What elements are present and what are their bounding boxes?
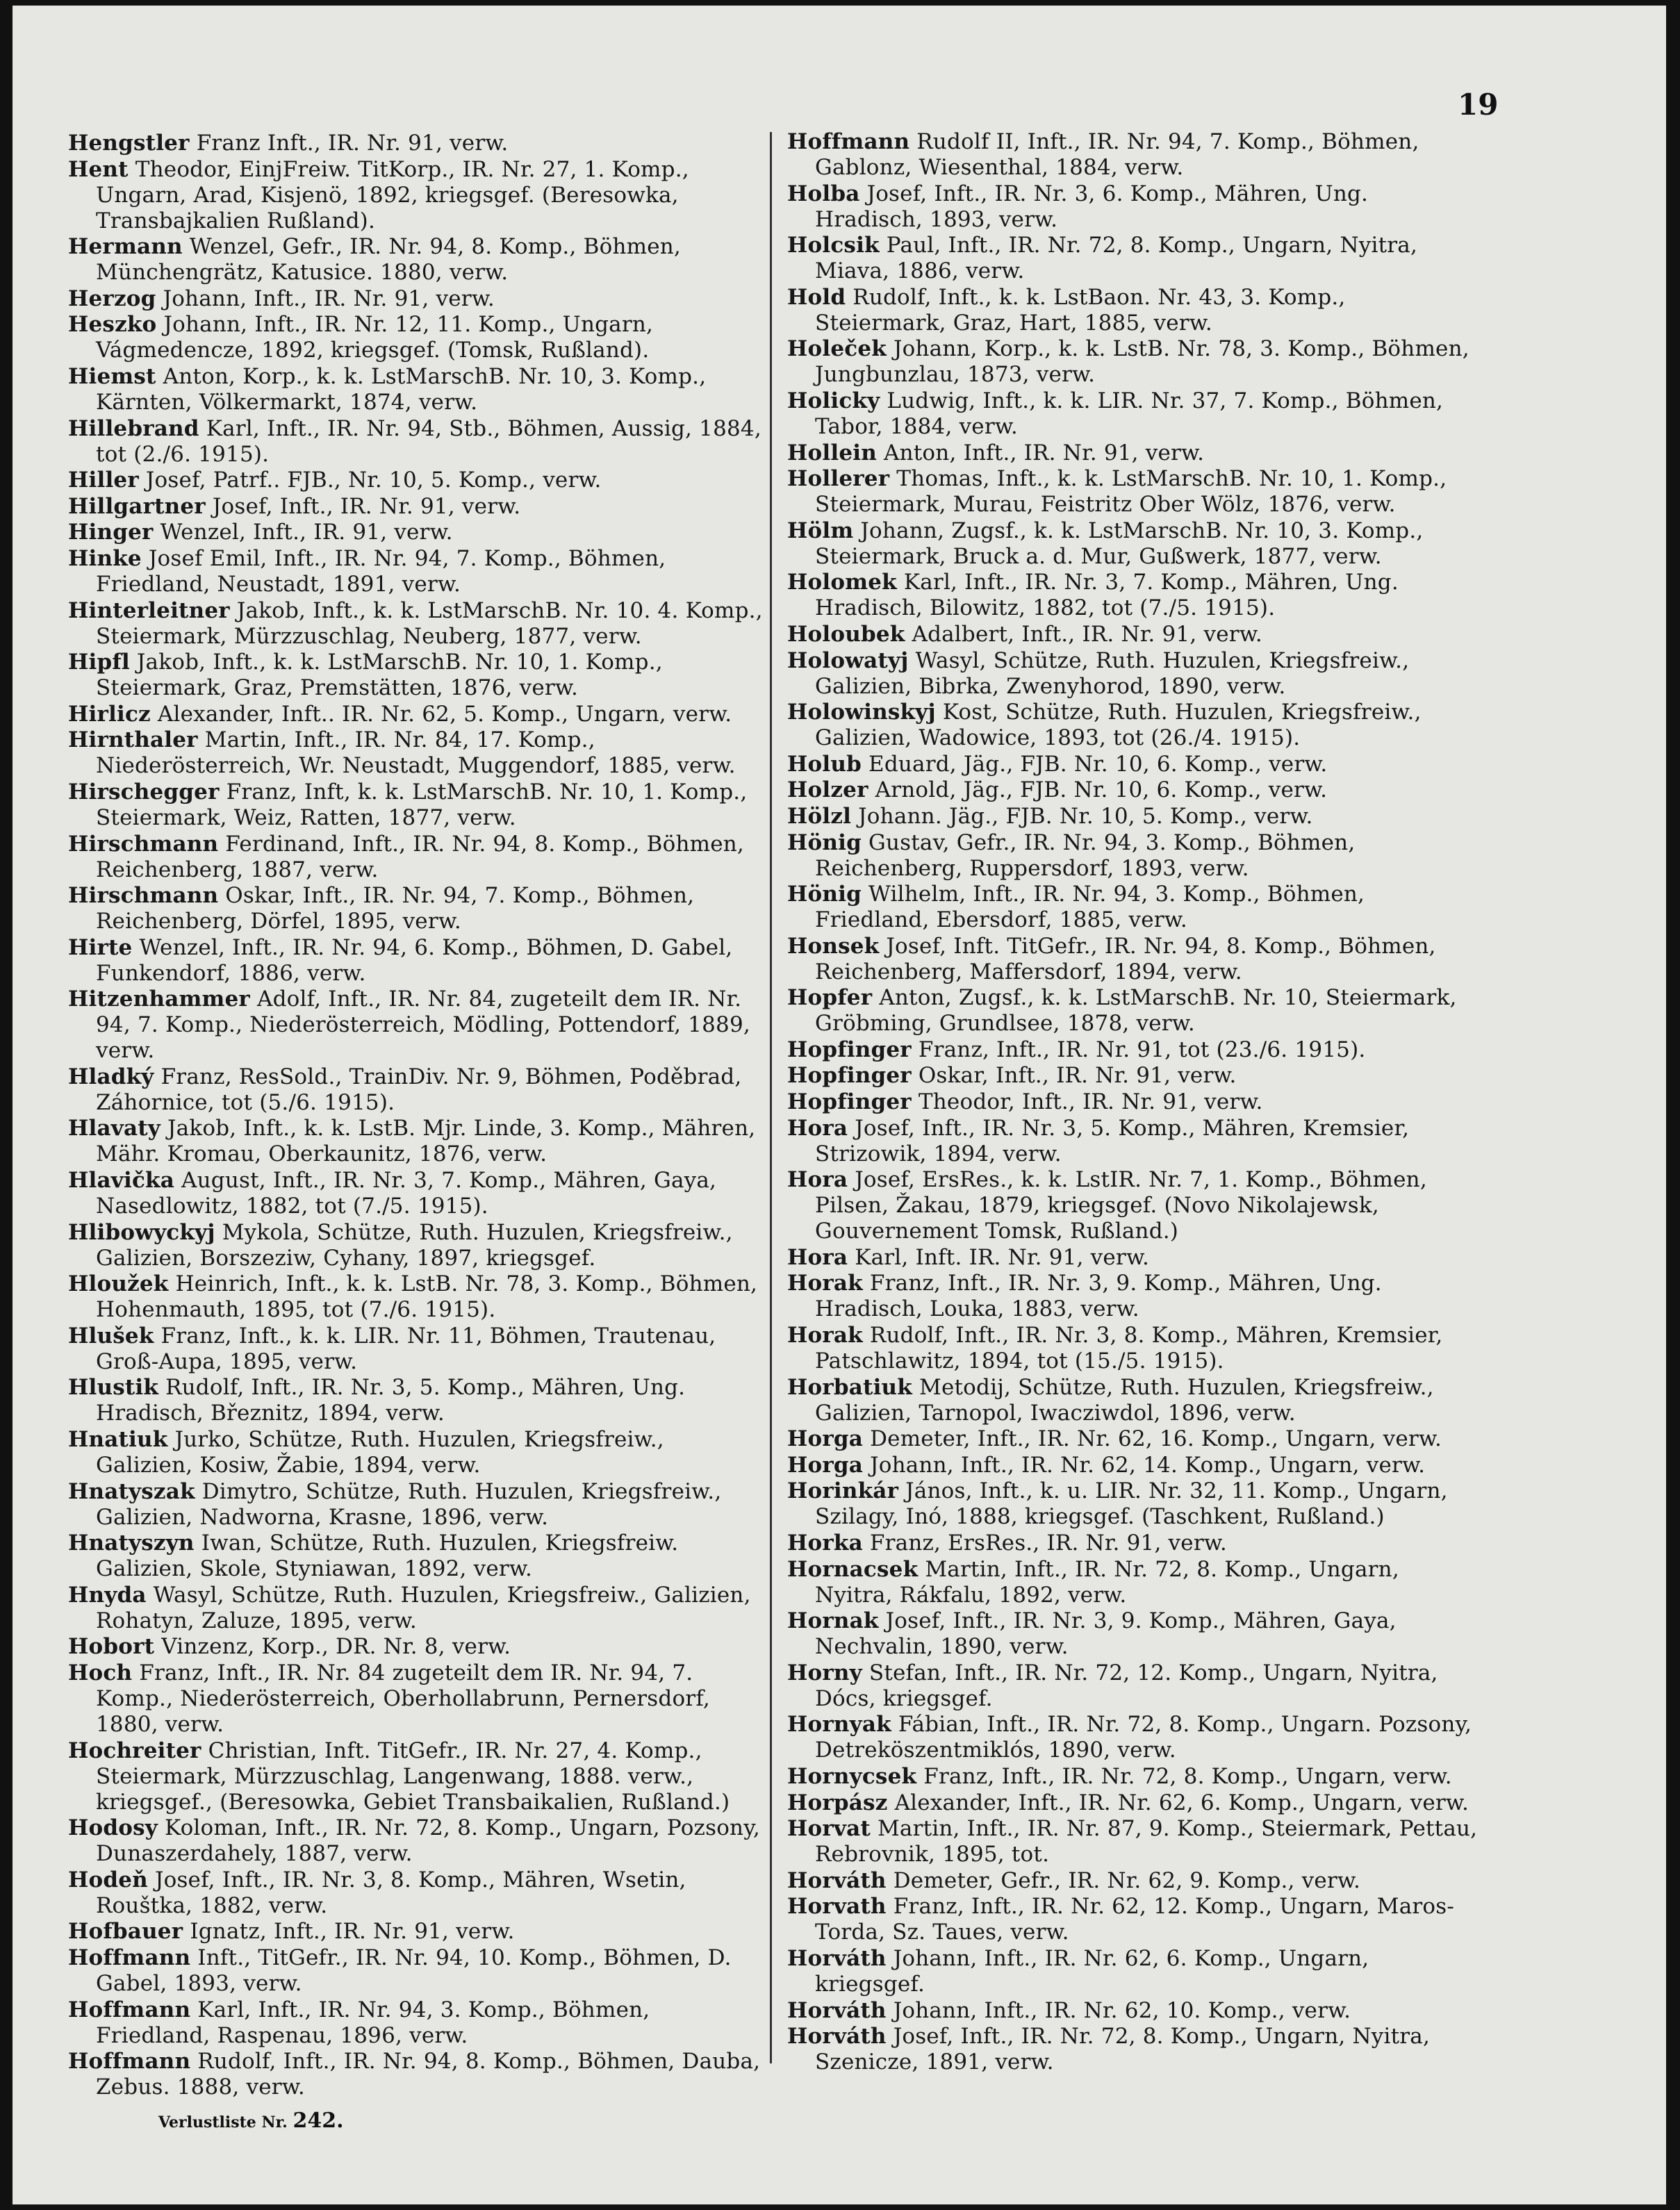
entry-surname: Holba: [787, 181, 860, 206]
entry-surname: Hora: [787, 1115, 848, 1141]
entry-surname: Hollerer: [787, 466, 890, 492]
entry-surname: Hora: [787, 1167, 848, 1193]
list-item: [68, 1116, 763, 1167]
list-item: [68, 780, 763, 831]
list-item: [68, 520, 763, 545]
entry-surname: Hlustik: [68, 1375, 159, 1401]
entry-surname: Hobort: [68, 1634, 155, 1660]
list-item: [68, 1375, 763, 1426]
entry-details: Wenzel, Inft., IR. 91, verw.: [153, 520, 453, 545]
list-item: [787, 1816, 1482, 1867]
entry-details: Franz, ResSold., TrainDiv. Nr. 9, Böhmen, Poděbrad, Záhornice, tot (5./6. 1915).: [96, 1064, 742, 1115]
entry-surname: Holub: [787, 751, 862, 777]
entry-surname: Hnyda: [68, 1582, 147, 1608]
list-item: [68, 494, 763, 520]
list-item: [68, 650, 763, 701]
list-item: [787, 1946, 1482, 1997]
entry-details: Mykola, Schütze, Ruth. Huzulen, Kriegsfreiw., Galizien, Borszeziw, Cyhany, 1897, kriegsgef.: [96, 1219, 733, 1271]
entry-details: János, Inft., k. u. LIR. Nr. 32, 11. Komp., Ungarn, Szilagy, Inó, 1888, kriegsgef. (Taschkent, Rußland.): [815, 1478, 1448, 1530]
entry-details: Alexander, Inft., IR. Nr. 62, 6. Komp., Ungarn, verw.: [887, 1790, 1469, 1815]
entry-surname: Hoffmann: [68, 1997, 191, 2022]
entry-surname: Hornycsek: [787, 1763, 917, 1789]
left-column: [68, 131, 763, 2101]
entry-surname: Hopfinger: [787, 1089, 912, 1115]
entry-details: Heinrich, Inft., k. k. LstB. Nr. 78, 3. Komp., Böhmen, Hohenmauth, 1895, tot (7./6. 1915).: [96, 1271, 758, 1323]
list-item: [68, 1919, 763, 1945]
entry-surname: Hoffmann: [787, 129, 910, 154]
entry-details: Ferdinand, Inft., IR. Nr. 94, 8. Komp., Böhmen, Reichenberg, 1887, verw.: [96, 831, 744, 882]
entry-details: Paul, Inft., IR. Nr. 72, 8. Komp., Ungarn, Nyitra, Miava, 1886, verw.: [815, 233, 1418, 284]
entry-details: Karl, Inft., IR. Nr. 94, 3. Komp., Böhmen, Friedland, Raspenau, 1896, verw.: [96, 1997, 650, 2048]
entry-surname: Holcsik: [787, 233, 880, 258]
entry-details: Jakob, Inft., k. k. LstMarschB. Nr. 10, 1. Komp., Steiermark, Graz, Premstätten, 1876, verw.: [96, 650, 663, 701]
entry-surname: Hitzenhammer: [68, 987, 250, 1012]
entry-details: Johann, Inft., IR. Nr. 91, verw.: [156, 286, 495, 311]
entry-surname: Hofbauer: [68, 1919, 183, 1945]
entry-surname: Hladký: [68, 1064, 154, 1089]
list-item: [787, 233, 1482, 284]
entry-surname: Horváth: [787, 1945, 887, 1971]
list-item: [787, 1245, 1482, 1271]
entry-details: Martin, Inft., IR. Nr. 87, 9. Komp., Steiermark, Pettau, Rebrovnik, 1895, tot.: [815, 1816, 1478, 1867]
entry-surname: Horak: [787, 1271, 863, 1296]
entry-surname: Hochreiter: [68, 1738, 201, 1763]
entry-details: Rudolf, Inft., k. k. LstBaon. Nr. 43, 3. Komp., Steiermark, Graz, Hart, 1885, verw.: [815, 284, 1346, 336]
entry-details: Josef, Inft., IR. Nr. 3, 8. Komp., Mähren, Wsetin, Rouštka, 1882, verw.: [96, 1867, 686, 1918]
entry-details: Demeter, Gefr., IR. Nr. 62, 9. Komp., verw.: [886, 1867, 1361, 1893]
entry-surname: Hinterleitner: [68, 597, 230, 623]
list-item: [787, 622, 1482, 648]
list-item: [68, 546, 763, 597]
list-item: [787, 648, 1482, 700]
entry-surname: Horvat: [787, 1816, 871, 1842]
entry-details: Franz, ErsRes., IR. Nr. 91, verw.: [862, 1531, 1227, 1556]
list-item: [787, 1868, 1482, 1894]
entry-details: Franz, Inft., IR. Nr. 72, 8. Komp., Ungarn, verw.: [916, 1763, 1452, 1789]
list-item: [787, 1089, 1482, 1115]
list-item: [787, 388, 1482, 440]
list-item: [787, 1712, 1482, 1763]
list-item: [787, 1271, 1482, 1322]
entry-details: Rudolf, Inft., IR. Nr. 3, 8. Komp., Mähren, Kremsier, Patschlawitz, 1894, tot (15./5. 1915).: [815, 1323, 1443, 1374]
entry-surname: Hnatyszyn: [68, 1531, 195, 1556]
entry-surname: Horváth: [787, 1867, 887, 1893]
entry-surname: Hornacsek: [787, 1556, 919, 1582]
entry-details: Josef, Inft., IR. Nr. 3, 6. Komp., Mähren, Ung. Hradisch, 1893, verw.: [815, 181, 1369, 232]
entry-details: Christian, Inft. TitGefr., IR. Nr. 27, 4. Komp., Steiermark, Mürzzuschlag, Langenwang, 1888. verw., kriegsgef., (Beresowka, Gebiet Transbaikalien, Rußland.): [96, 1738, 730, 1815]
entry-details: Anton, Inft., IR. Nr. 91, verw.: [876, 440, 1205, 465]
entry-details: Josef Emil, Inft., IR. Nr. 94, 7. Komp., Böhmen, Friedland, Neustadt, 1891, verw.: [96, 545, 666, 597]
entry-details: Franz, Inft., IR. Nr. 3, 9. Komp., Mähren, Ung. Hradisch, Louka, 1883, verw.: [815, 1271, 1382, 1322]
entry-surname: Hoffmann: [68, 1945, 191, 1970]
entry-surname: Horny: [787, 1660, 862, 1685]
list-item: [787, 336, 1482, 388]
entry-details: Wasyl, Schütze, Ruth. Huzulen, Kriegsfreiw., Galizien, Bibrka, Zwenyhorod, 1890, verw.: [815, 648, 1410, 699]
list-item: [787, 830, 1482, 882]
entry-surname: Hirlicz: [68, 701, 151, 727]
entry-surname: Hlušek: [68, 1323, 154, 1349]
list-item: [68, 883, 763, 934]
entry-details: Wenzel, Inft., IR. Nr. 94, 6. Komp., Böhmen, D. Gabel, Funkendorf, 1886, verw.: [96, 934, 733, 986]
entry-details: Rudolf II, Inft., IR. Nr. 94, 7. Komp., Böhmen, Gablonz, Wiesenthal, 1884, verw.: [815, 129, 1419, 180]
entry-details: Franz, Inft., k. k. LIR. Nr. 11, Böhmen, Trautenau, Groß-Aupa, 1895, verw.: [96, 1323, 716, 1374]
entry-surname: Hirschegger: [68, 779, 220, 805]
entry-details: Kost, Schütze, Ruth. Huzulen, Kriegsfreiw., Galizien, Wadowice, 1893, tot (26./4. 1915).: [815, 700, 1422, 751]
list-item: [68, 702, 763, 727]
page-number: 19: [1458, 88, 1499, 122]
entry-surname: Hollein: [787, 440, 877, 465]
entry-surname: Hiemst: [68, 363, 156, 389]
entry-surname: Hoch: [68, 1660, 133, 1685]
list-item: [68, 1583, 763, 1634]
entry-details: Martin, Inft., IR. Nr. 72, 8. Komp., Ungarn, Nyitra, Rákfalu, 1892, verw.: [815, 1556, 1399, 1608]
entry-surname: Holoubek: [787, 621, 905, 647]
entry-surname: Honsek: [787, 933, 880, 959]
entry-details: Ludwig, Inft., k. k. LIR. Nr. 37, 7. Komp., Böhmen, Tabor, 1884, verw.: [815, 388, 1444, 439]
list-item: [68, 1531, 763, 1582]
entry-surname: Hodosy: [68, 1815, 158, 1841]
entry-details: Rudolf, Inft., IR. Nr. 94, 8. Komp., Böhmen, Dauba, Zebus. 1888, verw.: [96, 2049, 761, 2100]
entry-details: Thomas, Inft., k. k. LstMarschB. Nr. 10, 1. Komp., Steiermark, Murau, Feistritz Ober Wölz, 1876, verw.: [815, 466, 1447, 518]
list-item: [68, 1168, 763, 1219]
list-item: [787, 1764, 1482, 1790]
list-item: [787, 1063, 1482, 1089]
list-item: [68, 832, 763, 883]
entry-details: Josef, Inft., IR. Nr. 72, 8. Komp., Ungarn, Nyitra, Szenicze, 1891, verw.: [815, 2024, 1431, 2075]
entry-surname: Hermann: [68, 234, 183, 260]
entry-details: Metodij, Schütze, Ruth. Huzulen, Kriegsfreiw., Galizien, Tarnopol, Iwacziwdol, 1896, verw.: [815, 1374, 1434, 1426]
entry-details: Fábian, Inft., IR. Nr. 72, 8. Komp., Ungarn. Pozsony, Detreköszentmiklós, 1890, verw.: [815, 1712, 1472, 1763]
entry-details: Josef, Inft., IR. Nr. 3, 5. Komp., Mähren, Kremsier, Strizowik, 1894, verw.: [815, 1115, 1410, 1166]
entry-details: Johann, Inft., IR. Nr. 62, 10. Komp., verw.: [886, 1997, 1351, 2023]
list-item: [68, 157, 763, 234]
entry-surname: Horak: [787, 1323, 863, 1349]
entry-surname: Hiller: [68, 468, 139, 493]
list-item: [787, 1375, 1482, 1426]
entry-details: Inft., TitGefr., IR. Nr. 94, 10. Komp., Böhmen, D. Gabel, 1893, verw.: [96, 1945, 732, 1996]
entry-surname: Horbatiuk: [787, 1374, 912, 1400]
entry-surname: Hönig: [787, 830, 862, 855]
entry-surname: Holowinskyj: [787, 700, 936, 725]
list-item: [787, 1037, 1482, 1063]
entry-details: Ignatz, Inft., IR. Nr. 91, verw.: [183, 1919, 515, 1945]
entry-details: Jakob, Inft., k. k. LstMarschB. Nr. 10. 4. Komp., Steiermark, Mürzzuschlag, Neuberg, 1877, verw.: [96, 597, 763, 649]
entry-surname: Hinger: [68, 520, 154, 545]
entry-details: Karl, Inft., IR. Nr. 94, Stb., Böhmen, Aussig, 1884, tot (2./6. 1915).: [96, 415, 761, 467]
list-item: [787, 285, 1482, 336]
entry-surname: Holzer: [787, 777, 868, 803]
list-item: [787, 1894, 1482, 1945]
entry-details: Anton, Korp., k. k. LstMarschB. Nr. 10, 3. Komp., Kärnten, Völkermarkt, 1874, verw.: [96, 363, 707, 415]
list-item: [787, 466, 1482, 518]
entry-surname: Hipfl: [68, 650, 130, 675]
entry-surname: Hengstler: [68, 131, 190, 156]
list-item: [787, 1557, 1482, 1608]
entry-surname: Hent: [68, 156, 129, 182]
page: [13, 6, 1666, 2204]
list-item: [68, 131, 763, 156]
list-item: [68, 987, 763, 1064]
list-item: [68, 1271, 763, 1323]
entry-surname: Horga: [787, 1452, 864, 1478]
entry-surname: Hlavička: [68, 1168, 174, 1194]
list-item: [787, 570, 1482, 621]
entry-details: Johann. Jäg., FJB. Nr. 10, 5. Komp., verw.: [851, 803, 1313, 829]
list-item: [68, 364, 763, 415]
entry-surname: Hloužek: [68, 1271, 169, 1297]
entry-surname: Hopfinger: [787, 1063, 912, 1089]
entry-details: Arnold, Jäg., FJB. Nr. 10, 6. Komp., verw.: [868, 777, 1328, 803]
entry-details: Alexander, Inft.. IR. Nr. 62, 5. Komp., Ungarn, verw.: [150, 701, 732, 727]
entry-details: Wenzel, Gefr., IR. Nr. 94, 8. Komp., Böhmen, Münchengrätz, Katusice. 1880, verw.: [96, 234, 681, 286]
entry-surname: Hillebrand: [68, 415, 199, 441]
entry-surname: Holomek: [787, 570, 897, 595]
list-item: [68, 1634, 763, 1660]
entry-surname: Hlibowyckyj: [68, 1219, 215, 1245]
list-item: [68, 1323, 763, 1375]
entry-details: Adolf, Inft., IR. Nr. 84, zugeteilt dem IR. Nr. 94, 7. Komp., Niederösterreich, Mödling, Pottendorf, 1889, verw.: [96, 987, 750, 1064]
list-item: [787, 518, 1482, 570]
entry-details: Oskar, Inft., IR. Nr. 91, verw.: [911, 1063, 1237, 1089]
entry-surname: Hold: [787, 284, 846, 310]
entry-details: Josef, Inft., IR. Nr. 91, verw.: [205, 493, 521, 519]
entry-details: Iwan, Schütze, Ruth. Huzulen, Kriegsfreiw. Galizien, Skole, Styniawan, 1892, verw.: [96, 1531, 679, 1582]
list-item: [787, 1167, 1482, 1244]
entry-surname: Heszko: [68, 312, 157, 338]
entry-details: Jurko, Schütze, Ruth. Huzulen, Kriegsfreiw., Galizien, Kosiw, Žabie, 1894, verw.: [96, 1427, 664, 1478]
entry-details: Oskar, Inft., IR. Nr. 94, 7. Komp., Böhmen, Reichenberg, Dörfel, 1895, verw.: [96, 883, 695, 934]
list-item: [68, 1427, 763, 1478]
list-item: [68, 1867, 763, 1919]
entry-details: Rudolf, Inft., IR. Nr. 3, 5. Komp., Mähren, Ung. Hradisch, Březnitz, 1894, verw.: [96, 1375, 686, 1426]
entry-details: Martin, Inft., IR. Nr. 84, 17. Komp., Niederösterreich, Wr. Neustadt, Muggendorf, 1885, verw.: [96, 727, 736, 779]
list-item: [68, 2049, 763, 2100]
entry-surname: Hirschmann: [68, 883, 219, 909]
list-item: [68, 1220, 763, 1271]
list-item: [787, 985, 1482, 1037]
entry-surname: Hnatiuk: [68, 1427, 168, 1453]
list-item: [68, 935, 763, 987]
list-item: [787, 1116, 1482, 1167]
entry-surname: Hopfer: [787, 985, 873, 1011]
column-divider: [770, 132, 772, 2063]
list-item: [787, 129, 1482, 181]
entry-details: Demeter, Inft., IR. Nr. 62, 16. Komp., Ungarn, verw.: [863, 1426, 1442, 1452]
entry-details: Wasyl, Schütze, Ruth. Huzulen, Kriegsfreiw., Galizien, Rohatyn, Zaluze, 1895, verw.: [96, 1582, 751, 1633]
list-item: [787, 777, 1482, 803]
entry-details: Johann, Inft., IR. Nr. 62, 6. Komp., Ungarn, kriegsgef.: [815, 1945, 1369, 1997]
entry-surname: Horváth: [787, 1997, 887, 2023]
entry-details: Josef, Inft. TitGefr., IR. Nr. 94, 8. Komp., Böhmen, Reichenberg, Maffersdorf, 1894, verw.: [815, 933, 1436, 984]
footer-label: Verlustliste Nr.: [158, 2113, 288, 2131]
entry-details: Josef, Patrf.. FJB., Nr. 10, 5. Komp., verw.: [138, 468, 602, 493]
entry-surname: Holicky: [787, 388, 880, 413]
list-item: [787, 1790, 1482, 1816]
list-item: [787, 1998, 1482, 2024]
entry-surname: Herzog: [68, 286, 156, 311]
entry-surname: Holeček: [787, 336, 887, 362]
list-item: [68, 234, 763, 286]
entry-surname: Hirnthaler: [68, 727, 198, 753]
entry-surname: Hora: [787, 1244, 848, 1270]
list-item: [68, 598, 763, 650]
list-item: [68, 286, 763, 312]
entry-surname: Horvath: [787, 1894, 887, 1920]
list-item: [68, 1479, 763, 1531]
entry-details: Johann, Inft., IR. Nr. 12, 11. Komp., Ungarn, Vágmedencze, 1892, kriegsgef. (Tomsk, Rußland).: [96, 312, 654, 363]
list-item: [787, 1323, 1482, 1374]
entry-surname: Horváth: [787, 2024, 887, 2050]
entry-surname: Hnatyszak: [68, 1478, 195, 1504]
list-item: [68, 468, 763, 493]
entry-surname: Hlavaty: [68, 1116, 160, 1141]
entry-surname: Hoffmann: [68, 2049, 191, 2075]
list-item: [787, 934, 1482, 985]
list-item: [787, 1478, 1482, 1530]
list-item: [787, 1453, 1482, 1478]
entry-surname: Hopfinger: [787, 1037, 912, 1062]
list-item: [787, 1531, 1482, 1556]
list-item: [68, 312, 763, 363]
entry-details: Johann, Zugsf., k. k. LstMarschB. Nr. 10, 3. Komp., Steiermark, Bruck a. d. Mur, Gußwerk, 1877, verw.: [815, 518, 1424, 569]
list-item: [68, 1064, 763, 1116]
entry-details: Karl, Inft., IR. Nr. 3, 7. Komp., Mähren, Ung. Hradisch, Bilowitz, 1882, tot (7./5. 1915).: [815, 570, 1399, 621]
entry-surname: Hornak: [787, 1608, 879, 1634]
entry-details: Franz, Inft., IR. Nr. 91, tot (23./6. 1915).: [911, 1037, 1366, 1062]
list-item: [787, 440, 1482, 466]
entry-surname: Hodeň: [68, 1867, 148, 1892]
list-item: [787, 700, 1482, 751]
right-column: [787, 129, 1482, 2076]
entry-surname: Hirte: [68, 934, 133, 960]
entry-details: Josef, ErsRes., k. k. LstIR. Nr. 7, 1. Komp., Böhmen, Pilsen, Žakau, 1879, kriegsgef. (Novo Nikolajewsk, Gouvernement Tomsk, Rußland.): [815, 1167, 1427, 1244]
entry-details: Anton, Zugsf., k. k. LstMarschB. Nr. 10, Steiermark, Gröbming, Grundlsee, 1878, verw.: [815, 985, 1457, 1037]
entry-details: Johann, Korp., k. k. LstB. Nr. 78, 3. Komp., Böhmen, Jungbunzlau, 1873, verw.: [815, 336, 1469, 388]
list-item: [68, 1945, 763, 1997]
list-item: [68, 1815, 763, 1867]
list-item: [68, 1738, 763, 1815]
entry-surname: Hinke: [68, 545, 142, 571]
list-item: [787, 181, 1482, 233]
list-item: [68, 1660, 763, 1738]
entry-details: Dimytro, Schütze, Ruth. Huzulen, Kriegsfreiw., Galizien, Nadworna, Krasne, 1896, verw.: [96, 1478, 722, 1530]
list-item: [68, 727, 763, 779]
footer-number: 242.: [293, 2109, 344, 2133]
list-item: [787, 2024, 1482, 2075]
entry-details: Franz, Inft, k. k. LstMarschB. Nr. 10, 1. Komp., Steiermark, Weiz, Ratten, 1877, verw.: [96, 779, 748, 830]
entry-surname: Horka: [787, 1531, 863, 1556]
entry-details: Wilhelm, Inft., IR. Nr. 94, 3. Komp., Böhmen, Friedland, Ebersdorf, 1885, verw.: [815, 882, 1365, 933]
entry-surname: Hirschmann: [68, 831, 219, 857]
entry-details: Karl, Inft. IR. Nr. 91, verw.: [848, 1244, 1150, 1270]
entry-details: Eduard, Jäg., FJB. Nr. 10, 6. Komp., verw.: [861, 751, 1328, 777]
entry-details: Theodor, EinjFreiw. TitKorp., IR. Nr. 27, 1. Komp., Ungarn, Arad, Kisjenö, 1892, kriegsgef. (Beresowka, Transbajkalien Rußland).: [96, 156, 689, 233]
entry-surname: Horinkár: [787, 1478, 899, 1504]
list-item: [787, 1608, 1482, 1660]
entry-details: August, Inft., IR. Nr. 3, 7. Komp., Mähren, Gaya, Nasedlowitz, 1882, tot (7./5. 1915).: [96, 1168, 717, 1219]
list-item: [787, 1426, 1482, 1452]
footer: [158, 2109, 344, 2133]
entry-details: Gustav, Gefr., IR. Nr. 94, 3. Komp., Böhmen, Reichenberg, Ruppersdorf, 1893, verw.: [815, 830, 1356, 881]
entry-surname: Horga: [787, 1426, 864, 1452]
entry-surname: Holowatyj: [787, 648, 909, 673]
entry-surname: Horpász: [787, 1790, 888, 1815]
list-item: [787, 752, 1482, 777]
entry-details: Johann, Inft., IR. Nr. 62, 14. Komp., Ungarn, verw.: [863, 1452, 1426, 1478]
entry-details: Adalbert, Inft., IR. Nr. 91, verw.: [905, 621, 1262, 647]
entry-details: Stefan, Inft., IR. Nr. 72, 12. Komp., Ungarn, Nyitra, Dócs, kriegsgef.: [815, 1660, 1438, 1711]
entry-surname: Hornyak: [787, 1712, 891, 1738]
entry-details: Theodor, Inft., IR. Nr. 91, verw.: [911, 1089, 1263, 1115]
entry-details: Franz, Inft., IR. Nr. 62, 12. Komp., Ungarn, Maros-Torda, Sz. Taues, verw.: [815, 1894, 1455, 1945]
list-item: [787, 804, 1482, 830]
entry-surname: Hönig: [787, 882, 862, 907]
list-item: [787, 882, 1482, 933]
entry-surname: Hölzl: [787, 803, 852, 829]
entry-surname: Hillgartner: [68, 493, 206, 519]
list-item: [68, 1997, 763, 2049]
entry-details: Jakob, Inft., k. k. LstB. Mjr. Linde, 3. Komp., Mähren, Mähr. Kromau, Oberkaunitz, 1876, verw.: [96, 1116, 756, 1167]
entry-details: Josef, Inft., IR. Nr. 3, 9. Komp., Mähren, Gaya, Nechvalin, 1890, verw.: [815, 1608, 1397, 1660]
entry-details: Franz Inft., IR. Nr. 91, verw.: [189, 131, 509, 156]
list-item: [787, 1660, 1482, 1712]
entry-details: Vinzenz, Korp., DR. Nr. 8, verw.: [154, 1634, 511, 1660]
entry-details: Koloman, Inft., IR. Nr. 72, 8. Komp., Ungarn, Pozsony, Dunaszerdahely, 1887, verw.: [96, 1815, 760, 1867]
list-item: [68, 416, 763, 468]
entry-surname: Hölm: [787, 518, 854, 543]
entry-details: Franz, Inft., IR. Nr. 84 zugeteilt dem IR. Nr. 94, 7. Komp., Niederösterreich, Oberhollabrunn, Pernersdorf, 1880, verw.: [96, 1660, 710, 1737]
